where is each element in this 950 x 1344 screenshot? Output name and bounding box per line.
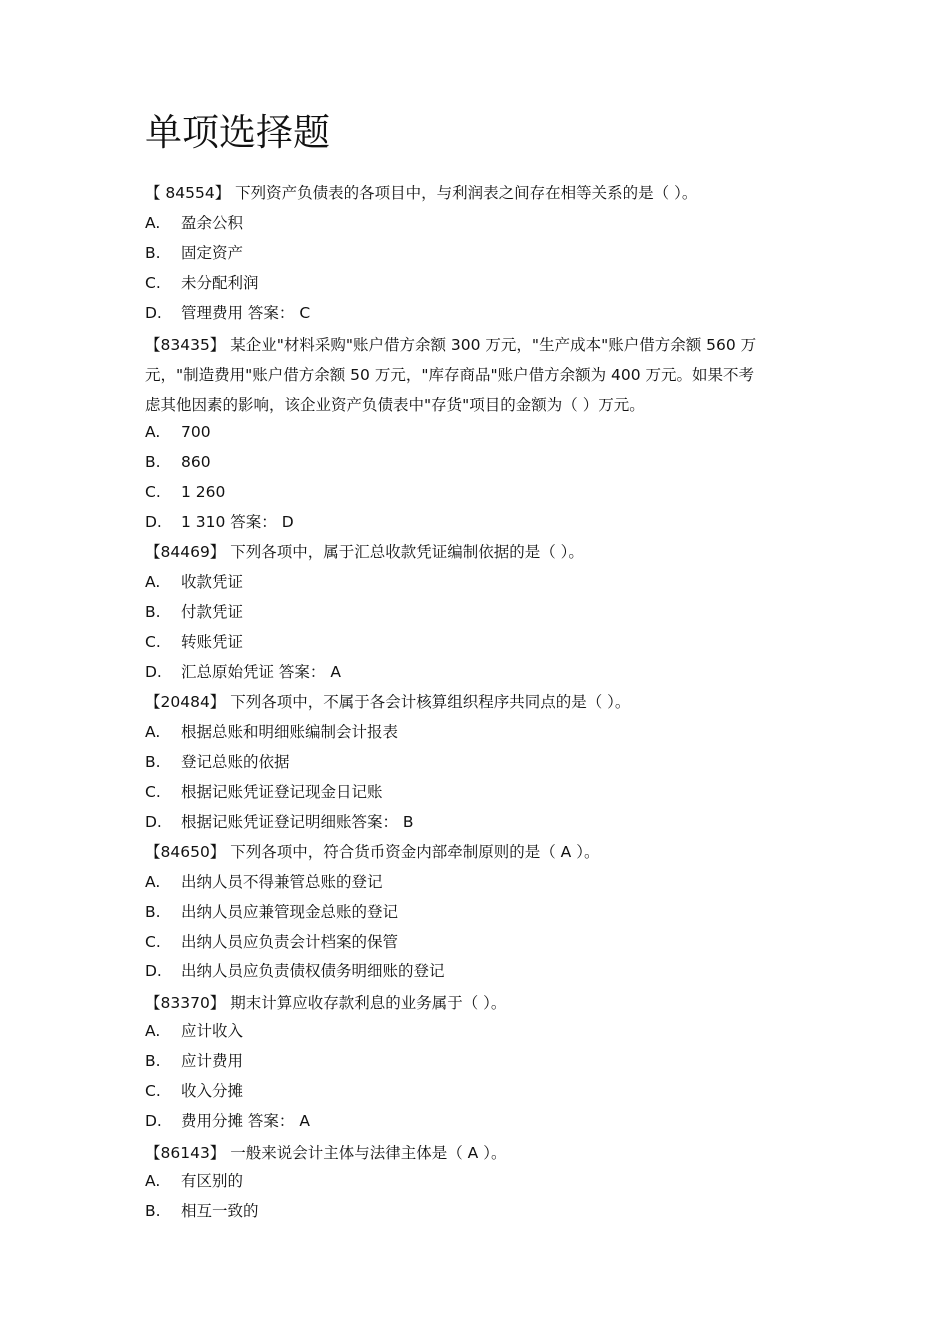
option-letter: A. — [145, 573, 161, 591]
option-text: 相互一致的 — [181, 1202, 259, 1220]
option-b — [145, 1050, 243, 1072]
option-b — [145, 901, 398, 923]
option-letter: B. — [145, 603, 161, 621]
option-text: 出纳人员应负责会计档案的保管 — [181, 933, 399, 951]
option-text: 出纳人员应兼管现金总账的登记 — [181, 903, 399, 921]
option-letter: D. — [145, 663, 162, 681]
option-text: 根据记账凭证登记现金日记账 — [181, 783, 383, 801]
option-c — [145, 931, 398, 953]
option-text: 汇总原始凭证 答案： A — [181, 663, 341, 681]
option-b — [145, 751, 290, 773]
option-c — [145, 1080, 243, 1102]
question-stem-20484: 【20484】 下列各项中，不属于各会计核算组织程序共同点的是（ ）。 — [145, 693, 631, 711]
option-text: 未分配利润 — [181, 274, 259, 292]
option-text: 有区别的 — [181, 1172, 244, 1190]
option-letter: A. — [145, 723, 161, 741]
option-a — [145, 571, 243, 593]
option-a — [145, 1020, 243, 1042]
option-letter: B. — [145, 453, 161, 471]
question-stem-83435-line-1: 【83435】 某企业"材料采购"账户借方余额 300 万元，"生产成本"账户借方余额 560 万 — [145, 336, 757, 354]
option-text: 根据记账凭证登记明细账答案： B — [181, 813, 414, 831]
option-text: 固定资产 — [181, 244, 244, 262]
question-stem-84650: 【84650】 下列各项中，符合货币资金内部牵制原则的是（ A ）。 — [145, 843, 600, 861]
option-text: 出纳人员不得兼管总账的登记 — [181, 873, 383, 891]
question-stem-84469: 【84469】 下列各项中，属于汇总收款凭证编制依据的是（ ）。 — [145, 543, 584, 561]
option-d — [145, 302, 310, 324]
option-letter: C. — [145, 1082, 161, 1100]
option-c — [145, 781, 383, 803]
option-text: 收款凭证 — [181, 573, 244, 591]
option-text: 转账凭证 — [181, 633, 244, 651]
option-letter: B. — [145, 244, 161, 262]
option-text: 出纳人员应负责债权债务明细账的登记 — [181, 962, 445, 980]
option-text: 费用分摊 答案： A — [181, 1112, 310, 1130]
option-letter: D. — [145, 1112, 162, 1130]
option-b — [145, 451, 211, 473]
option-text: 登记总账的依据 — [181, 753, 290, 771]
option-letter: B. — [145, 903, 161, 921]
option-letter: B. — [145, 753, 161, 771]
option-letter: C. — [145, 483, 161, 501]
option-letter: A. — [145, 873, 161, 891]
question-stem-83435-line-3: 虑其他因素的影响，该企业资产负债表中"存货"项目的金额为（ ）万元。 — [145, 396, 645, 414]
option-text: 应计费用 — [181, 1052, 244, 1070]
option-d — [145, 661, 341, 683]
option-c — [145, 631, 243, 653]
question-stem-83435-line-2: 元，"制造费用"账户借方余额 50 万元，"库存商品"账户借方余额为 400 万元。如果不考 — [145, 366, 755, 384]
option-text: 860 — [181, 453, 211, 471]
option-b — [145, 242, 243, 264]
option-text: 盈余公积 — [181, 214, 244, 232]
option-letter: C. — [145, 633, 161, 651]
question-stem-83370: 【83370】 期末计算应收存款利息的业务属于（ ）。 — [145, 994, 507, 1012]
page-title: 单项选择题 — [145, 111, 330, 154]
option-d — [145, 1110, 310, 1132]
option-text: 付款凭证 — [181, 603, 244, 621]
option-text: 管理费用 答案： C — [181, 304, 311, 322]
option-text: 1 310 答案： D — [181, 513, 294, 531]
option-letter: D. — [145, 304, 162, 322]
option-d — [145, 960, 445, 982]
option-c — [145, 272, 259, 294]
option-letter: A. — [145, 423, 161, 441]
question-stem-84554: 【 84554】 下列资产负债表的各项目中，与利润表之间存在相等关系的是（ ）。 — [145, 184, 698, 202]
option-b — [145, 1200, 259, 1222]
option-a — [145, 871, 383, 893]
option-b — [145, 601, 243, 623]
option-text: 根据总账和明细账编制会计报表 — [181, 723, 399, 741]
option-letter: B. — [145, 1202, 161, 1220]
option-letter: A. — [145, 1172, 161, 1190]
option-a — [145, 1170, 243, 1192]
option-letter: A. — [145, 1022, 161, 1040]
option-letter: C. — [145, 783, 161, 801]
option-a — [145, 721, 398, 743]
option-a — [145, 421, 211, 443]
option-text: 应计收入 — [181, 1022, 244, 1040]
option-text: 700 — [181, 423, 211, 441]
option-letter: D. — [145, 813, 162, 831]
option-d — [145, 811, 414, 833]
option-c — [145, 481, 225, 503]
option-letter: C. — [145, 274, 161, 292]
question-stem-86143: 【86143】 一般来说会计主体与法律主体是（ A ）。 — [145, 1144, 507, 1162]
option-d — [145, 511, 294, 533]
option-text: 1 260 — [181, 483, 226, 501]
option-letter: D. — [145, 962, 162, 980]
option-letter: A. — [145, 214, 161, 232]
option-letter: D. — [145, 513, 162, 531]
option-letter: C. — [145, 933, 161, 951]
option-letter: B. — [145, 1052, 161, 1070]
option-a — [145, 212, 243, 234]
option-text: 收入分摊 — [181, 1082, 244, 1100]
